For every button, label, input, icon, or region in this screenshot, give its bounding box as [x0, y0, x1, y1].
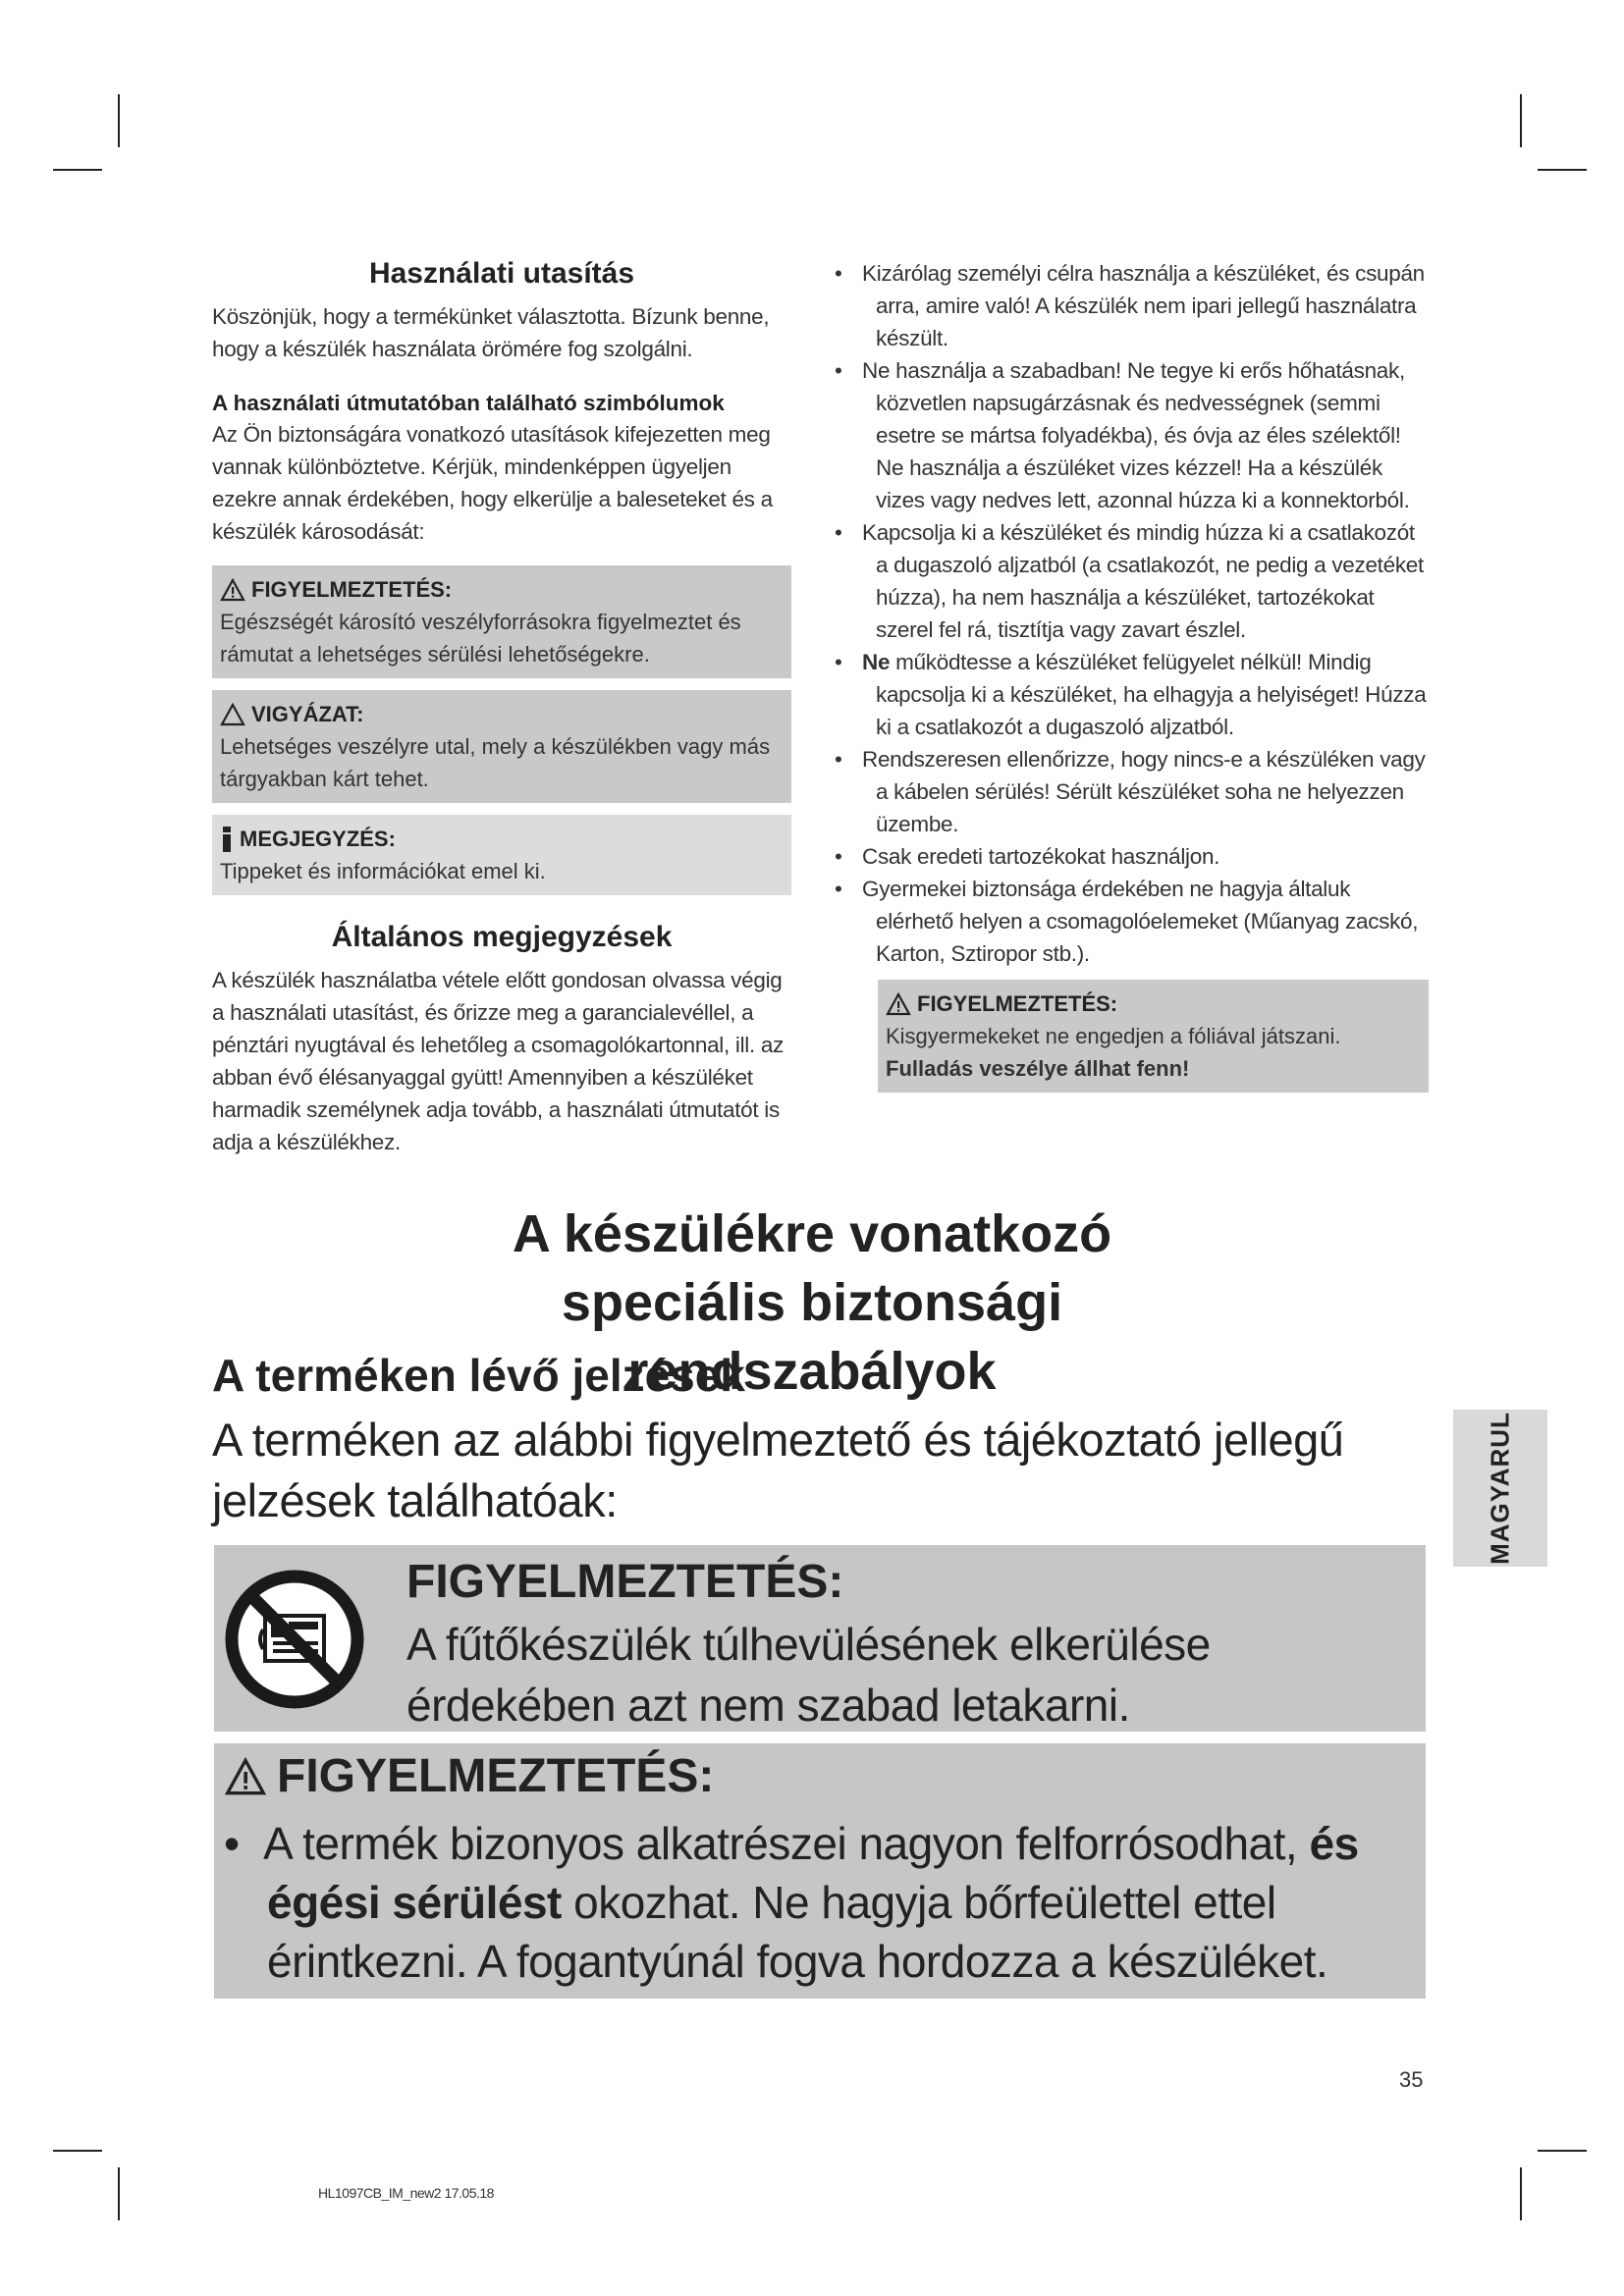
warning-text: Kisgyermekeket ne engedjen a fóliával játszani. — [886, 1024, 1341, 1048]
symbols-text: Az Ön biztonságára vonatkozó utasítások kifejezetten meg vannak különböztetve. Kérjük, mindenképpen ügyeljen ezekre annak érdekében, hogy elkerülje a baleseteket és a készülék károsodását: — [212, 422, 773, 544]
warning-head: FIGYELMEZTETÉS: — [251, 577, 453, 602]
note-box — [212, 815, 791, 895]
cover-warning-head: FIGYELMEZTETÉS: — [406, 1556, 844, 1608]
hot-warning-head: FIGYELMEZTETÉS: — [277, 1750, 715, 1802]
warning-triangle-icon — [220, 578, 245, 602]
cover-warning-text: A fűtőkészülék túlhevülésének elkerülése érdekében azt nem szabad letakarni. — [406, 1619, 1211, 1731]
crop-mark — [53, 2150, 102, 2152]
crop-mark — [118, 2167, 120, 2220]
info-icon — [220, 827, 234, 852]
caution-triangle-icon — [220, 703, 245, 726]
language-tab-label: MAGYARUL — [1485, 1412, 1515, 1565]
manual-title: Használati utasítás — [368, 257, 635, 290]
right-column — [835, 257, 1429, 1093]
list-item: • Rendszeresen ellenőrizze, hogy nincs-e a készüléken vagy a kábelen sérülés! Sérült készüléket soha ne helyezzen üzembe. — [835, 743, 1429, 840]
list-item: • Kapcsolja ki a készüléket és mindig húzza ki a csatlakozót a dugaszoló aljzatból (a csatlakozót, ne pedig a vezetéket húzza), ha nem használja a készüléket, tartozékokat szerel fel rá, tisztítja vagy zavart észlel. — [835, 516, 1429, 646]
list-item-rest: működtesse a készüléket felügyelet nélkül! Mindig kapcsolja ki a készüléket, ha elhagyja a helyiséget! Húzza ki a csatlakozót a dugaszoló aljzatból. — [876, 650, 1427, 739]
main-title: A készülékre vonatkozó speciális biztonsági rendszabályok — [512, 1204, 1112, 1401]
caution-box — [212, 690, 791, 803]
crop-mark — [1538, 169, 1587, 171]
list-item-bold: Ne — [862, 650, 891, 674]
hot-warning-text-a: A termék bizonyos alkatrészei nagyon felforrósodhat, — [263, 1818, 1310, 1869]
crop-mark — [53, 169, 102, 171]
warning-bold: Fulladás veszélye állhat fenn! — [886, 1056, 1190, 1081]
footer-code: HL1097CB_IM_new2 17.05.18 — [318, 2185, 494, 2201]
crop-mark — [1520, 2167, 1522, 2220]
page-number: 35 — [1399, 2067, 1424, 2092]
warning-box — [212, 565, 791, 678]
left-column — [212, 257, 791, 1158]
caution-head: VIGYÁZAT: — [251, 702, 364, 726]
list-item: • Kizárólag személyi célra használja a készüléket, és csupán arra, amire való! A készülék nem ipari jellegű használatra készült. — [835, 257, 1429, 354]
product-symbols-heading: A terméken lévő jelzések — [212, 1350, 745, 1401]
note-text: Tippeket és információkat emel ki. — [220, 859, 546, 883]
cover-warning-box — [214, 1545, 1426, 1732]
hot-surface-warning-box — [214, 1743, 1426, 1999]
crop-mark — [1520, 94, 1522, 147]
language-tab — [1453, 1410, 1547, 1567]
crop-mark — [118, 94, 120, 147]
warning-triangle-icon — [886, 992, 911, 1016]
intro-text: Köszönjük, hogy a termékünket választotta. Bízunk benne, hogy a készülék használata örömére fog szolgálni. — [212, 304, 770, 361]
do-not-cover-icon — [224, 1569, 365, 1710]
list-item — [835, 646, 1429, 743]
safety-list — [835, 257, 1429, 970]
warning-text: Egészségét károsító veszélyforrásokra figyelmeztet és rámutat a lehetséges sérülési lehetőségekre. — [220, 610, 741, 667]
warning-triangle-icon — [224, 1757, 267, 1796]
product-symbols-intro: A terméken az alábbi figyelmeztető és tájékoztató jellegű jelzések találhatóak: — [212, 1414, 1344, 1526]
note-head: MEGJEGYZÉS: — [240, 827, 396, 851]
caution-text: Lehetséges veszélyre utal, mely a készülékben vagy más tárgyakban kárt tehet. — [220, 734, 771, 791]
warning-head: FIGYELMEZTETÉS: — [917, 991, 1118, 1016]
hot-warning-text-bold: és égési sérülést — [267, 1818, 1359, 1928]
plastic-bag-warning — [878, 980, 1429, 1093]
general-title: Általános megjegyzések — [331, 921, 673, 953]
symbols-heading: A használati útmutatóban található szimbólumok — [212, 391, 725, 415]
list-item: • Gyermekei biztonsága érdekében ne hagyja általuk elérhető helyen a csomagolóelemeket (Műanyag zacskó, Karton, Sztiropor stb.). — [835, 873, 1429, 970]
hot-warning-text-b: okozhat. Ne hagyja bőrfeülettel ettel érintkezni. A fogantyúnál fogva hordozza a készüléket. — [267, 1877, 1328, 1987]
general-text: A készülék használatba vétele előtt gondosan olvassa végig a használati utasítást, és őrizze meg a garancialevéllel, a pénztári nyugtával és lehetőleg a csomagolókartonnal, ill. az abban évő élésanyaggal gyütt! Amennyiben a készüléket harmadik személynek adja tovább, a használati útmutatót is adja a készülékhez. — [212, 968, 785, 1154]
list-item: • Csak eredeti tartozékokat használjon. — [835, 840, 1429, 873]
crop-mark — [1538, 2150, 1587, 2152]
hot-warning-text: • A termék bizonyos alkatrészei nagyon felforrósodhat, és égési sérülést okozhat. Ne hagyja bőrfeülettel ettel érintkezni. A fogantyúnál fogva hordozza a készüléket. — [224, 1818, 1359, 1987]
list-item: • Ne használja a szabadban! Ne tegye ki erős hőhatásnak, közvetlen napsugárzásnak és nedvességnek (semmi esetre se mártsa folyadékba), és óvja az éles szélektől! Ne használja a észüléket vizes kézzel! Ha a készülék vizes vagy nedves lett, azonnal húzza ki a konnektorból. — [835, 354, 1429, 516]
